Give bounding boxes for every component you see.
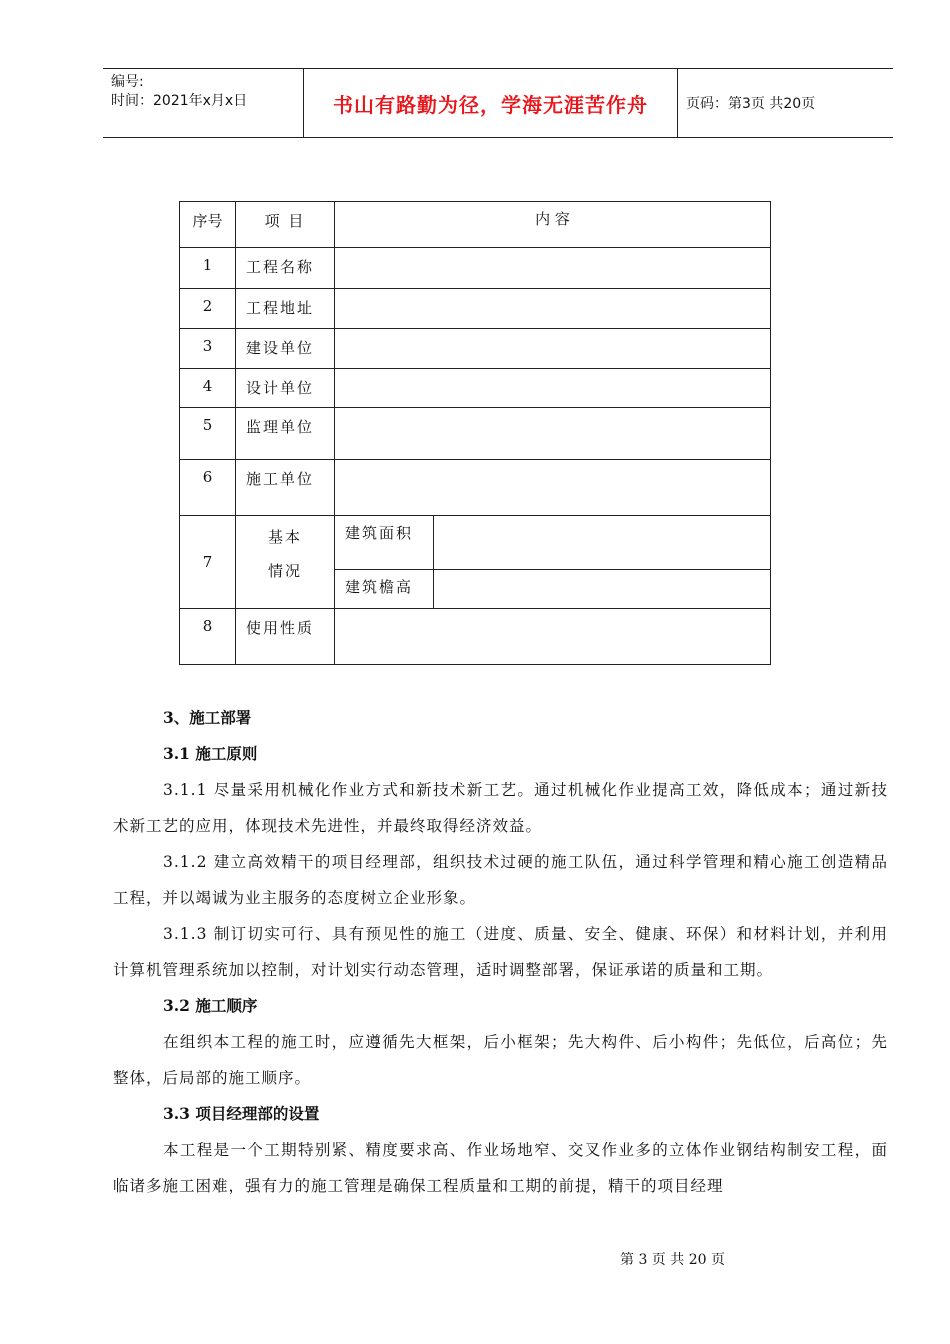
row-item: 工程地址 xyxy=(236,289,335,329)
table-row xyxy=(180,369,771,408)
page-footer: 第 3 页 共 20 页 xyxy=(620,1252,725,1268)
table-row xyxy=(180,248,771,289)
row-no: 4 xyxy=(180,369,236,408)
basic-line-1: 基本 xyxy=(267,528,302,546)
page-header xyxy=(103,68,893,138)
row-content xyxy=(335,609,771,665)
sub-item-height: 建筑檐高 xyxy=(335,570,434,609)
row-item: 工程名称 xyxy=(236,248,335,289)
col-head-item: 项 目 xyxy=(236,202,335,248)
row-item: 施工单位 xyxy=(236,460,335,516)
table-row xyxy=(180,516,771,570)
row-no: 3 xyxy=(180,329,236,369)
basic-line-2: 情况 xyxy=(267,562,302,580)
section-heading: 3、施工部署 xyxy=(163,708,252,727)
row-item: 设计单位 xyxy=(236,369,335,408)
section-heading: 3.2 施工顺序 xyxy=(163,996,258,1015)
sub-content-height xyxy=(434,570,771,609)
table-row xyxy=(180,329,771,369)
header-meta xyxy=(103,69,303,137)
row-content xyxy=(335,408,771,460)
table-header-row xyxy=(180,202,771,248)
col-head-no: 序号 xyxy=(180,202,236,248)
slogan: 书山有路勤为径，学海无涯苦作舟 xyxy=(333,92,648,117)
number-label: 编号: xyxy=(111,74,144,90)
table-row xyxy=(180,289,771,329)
project-info-table xyxy=(179,201,771,665)
table-row xyxy=(180,609,771,665)
row-no: 5 xyxy=(180,408,236,460)
col-head-content: 内 容 xyxy=(335,202,771,248)
row-item: 建设单位 xyxy=(236,329,335,369)
row-no: 1 xyxy=(180,248,236,289)
sub-content-area xyxy=(434,516,771,570)
row-content xyxy=(335,329,771,369)
table-row xyxy=(180,460,771,516)
document-body xyxy=(113,700,888,1204)
row-item: 使用性质 xyxy=(236,609,335,665)
section-heading: 3.3 项目经理部的设置 xyxy=(163,1104,320,1123)
row-item: 监理单位 xyxy=(236,408,335,460)
row-content xyxy=(335,248,771,289)
paragraph: 3.1.2 建立高效精干的项目经理部，组织技术过硬的施工队伍，通过科学管理和精心施工创造精品工程，并以竭诚为业主服务的态度树立企业形象。 xyxy=(113,853,888,907)
header-page-info: 页码：第3页 共20页 xyxy=(686,96,816,112)
header-slogan-cell xyxy=(303,69,678,137)
time-label: 时间：2021年x月x日 xyxy=(111,93,248,109)
row-no: 6 xyxy=(180,460,236,516)
row-no: 8 xyxy=(180,609,236,665)
paragraph: 在组织本工程的施工时，应遵循先大框架，后小框架；先大构件、后小构件；先低位，后高位；先整体，后局部的施工顺序。 xyxy=(113,1033,888,1087)
row-content xyxy=(335,289,771,329)
table-row xyxy=(180,408,771,460)
paragraph: 3.1.3 制订切实可行、具有预见性的施工（进度、质量、安全、健康、环保）和材料计划，并利用计算机管理系统加以控制，对计划实行动态管理，适时调整部署，保证承诺的质量和工期。 xyxy=(113,925,888,979)
row-item-basic xyxy=(236,516,335,609)
row-content xyxy=(335,460,771,516)
row-no: 2 xyxy=(180,289,236,329)
row-content xyxy=(335,369,771,408)
paragraph: 本工程是一个工期特别紧、精度要求高、作业场地窄、交叉作业多的立体作业钢结构制安工程，面临诸多施工困难，强有力的施工管理是确保工程质量和工期的前提，精干的项目经理 xyxy=(113,1141,888,1195)
sub-item-area: 建筑面积 xyxy=(335,516,434,570)
paragraph: 3.1.1 尽量采用机械化作业方式和新技术新工艺。通过机械化作业提高工效，降低成本；通过新技术新工艺的应用，体现技术先进性，并最终取得经济效益。 xyxy=(113,781,888,835)
row-no: 7 xyxy=(180,516,236,609)
section-heading: 3.1 施工原则 xyxy=(163,744,258,763)
